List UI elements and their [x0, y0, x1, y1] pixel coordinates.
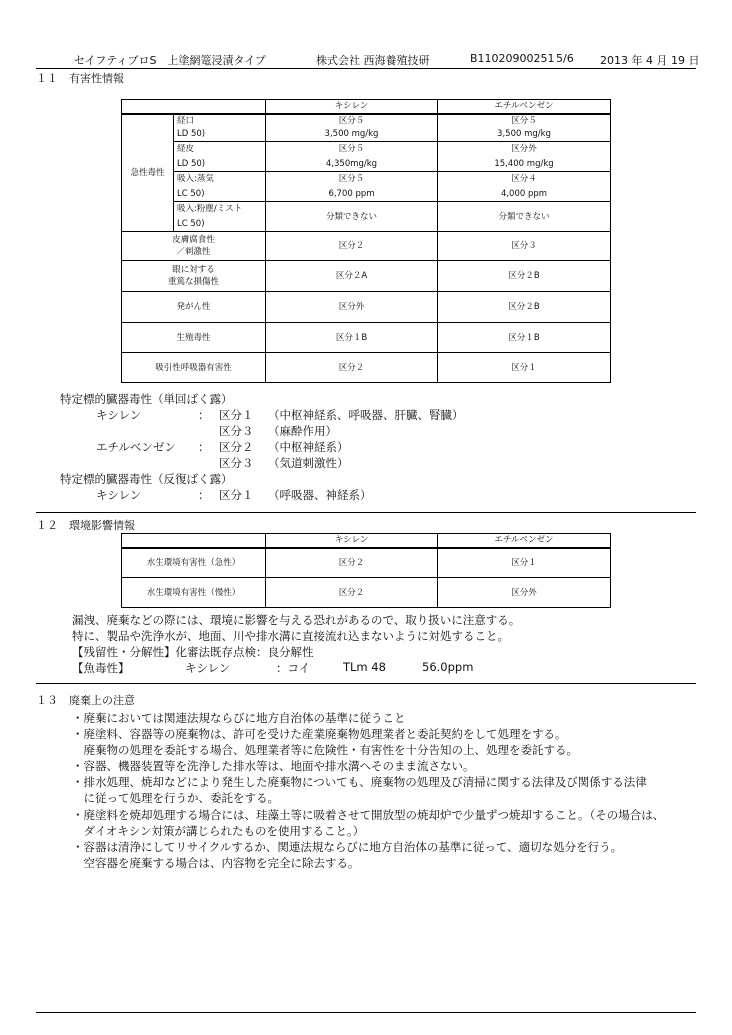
fish-toxicity-label: 【魚毒性】	[72, 661, 130, 675]
section-13-title: １３ 廃棄上の注意	[36, 694, 135, 707]
fish-toxicity-substance: キシレン	[185, 661, 231, 675]
col-header-ethylbenzene: エチルベンゼン	[438, 534, 611, 548]
stot-detail: （中枢神経系）	[268, 440, 349, 454]
acute-unit: LD 50)	[174, 157, 266, 172]
disposal-line: ・容器、機器装置等を洗浄した排水等は、地面や排水溝へそのまま流さない。	[72, 759, 475, 773]
disposal-line: ・容器は清浄にしてリサイクルするか、関連法規ならびに地方自治体の基準に従って、適切な処分を行う。	[72, 840, 623, 854]
eco-hazard-label: 水生環境有害性（急性）	[122, 548, 266, 578]
acute-unit: LC 50)	[174, 187, 266, 202]
xylene-value: 4,350mg/kg	[266, 157, 438, 172]
hazard-label-line2: ／刺激性	[176, 247, 211, 257]
disposal-line: ・廃塗料を焼却処理する場合には、珪藻土等に吸着させて開放型の焼却炉で少量ずつ焼却すること。（その場合は、	[72, 808, 665, 822]
hazard-label	[122, 232, 266, 261]
ethylbenzene-class: 区分外	[438, 578, 611, 608]
ethylbenzene-value: 15,400 mg/kg	[438, 157, 611, 172]
xylene-class: 区分５	[266, 142, 438, 157]
ethylbenzene-class: 区分２B	[438, 261, 611, 292]
acute-route: 吸入:粉塵/ミスト	[174, 202, 266, 217]
hazard-label: 発がん性	[122, 292, 266, 323]
hazard-label: 生殖毒性	[122, 323, 266, 353]
xylene-class: 区分２	[266, 232, 438, 261]
header-company: 株式会社 西海養殖技研	[316, 54, 430, 67]
ethylbenzene-class: 分類できない	[438, 202, 611, 232]
toxicity-table	[121, 99, 611, 383]
header-date: 2013 年 4 月 19 日	[600, 54, 700, 67]
acute-unit: LC 50)	[174, 217, 266, 232]
acute-route: 吸入:蒸気	[174, 172, 266, 187]
stot-class: 区分２	[219, 440, 254, 454]
disposal-line: に従って処理を行うか、委託をする。	[72, 791, 279, 805]
hazard-label-line1: 皮膚腐食性	[172, 235, 215, 245]
note-line: 漏洩、廃棄などの際には、環境に影響を与える恐れがあるので、取り扱いに注意する。	[72, 613, 521, 627]
disposal-line: ダイオキシン対策が講じられたものを使用すること。）	[72, 824, 365, 838]
footer-rule	[36, 1012, 696, 1013]
stot-substance: キシレン	[96, 408, 142, 422]
acute-toxicity-label: 急性毒性	[122, 114, 174, 232]
section-rule	[36, 683, 696, 684]
ethylbenzene-class: 区分５	[438, 114, 611, 128]
table-corner	[122, 534, 266, 548]
stot-colon: ：	[198, 440, 210, 454]
note-line: 【残留性・分解性】化審法既存点検：良分解性	[72, 645, 314, 659]
header-rule	[36, 68, 696, 69]
ethylbenzene-class: 区分１	[438, 353, 611, 383]
note-line: 特に、製品や洗浄水が、地面、川や排水溝に直接流れ込まないように対処すること。	[72, 629, 509, 643]
xylene-class: 区分２	[266, 578, 438, 608]
xylene-class: 分類できない	[266, 202, 438, 232]
stot-substance: キシレン	[96, 488, 142, 502]
xylene-value: 3,500 mg/kg	[266, 128, 438, 142]
header-product: セイフティブロS 上塗網篭浸漬タイプ	[74, 54, 266, 67]
col-header-ethylbenzene: エチルベンゼン	[438, 100, 611, 114]
eco-hazard-label: 水生環境有害性（慢性）	[122, 578, 266, 608]
disposal-line: 廃棄物の処理を委託する場合、処理業者等に危険性・有害性を十分告知の上、処理を委託する。	[72, 743, 578, 757]
hazard-label-line1: 眼に対する	[172, 265, 215, 275]
stot-substance: エチルベンゼン	[96, 440, 176, 454]
stot-single-title: 特定標的臓器毒性（単回ばく露）	[60, 392, 233, 406]
section-12-title: １２ 環境影響情報	[36, 519, 135, 532]
acute-unit: LD 50)	[174, 128, 266, 142]
fish-toxicity-value: 56.0ppm	[422, 660, 474, 674]
xylene-value: 6,700 ppm	[266, 187, 438, 202]
stot-class: 区分１	[219, 408, 254, 422]
xylene-class: 区分５	[266, 172, 438, 187]
disposal-line: ・廃塗料、容器等の廃棄物は、許可を受けた産業廃棄物処理業者と委託契約をして処理をする。	[72, 727, 567, 741]
header-page: 5/6	[556, 52, 574, 65]
stot-class: 区分３	[219, 424, 254, 438]
xylene-class: 区分２A	[266, 261, 438, 292]
stot-detail: （呼吸器、神経系）	[268, 488, 372, 502]
disposal-line: ・排水処理、焼却などにより発生した廃棄物についても、廃棄物の処理及び清掃に関する法律及び関係する法律	[72, 775, 647, 789]
ethylbenzene-class: 区分２B	[438, 292, 611, 323]
table-corner	[122, 100, 266, 114]
header-doc-id: B11020900251	[470, 52, 555, 65]
ethylbenzene-class: 区分４	[438, 172, 611, 187]
xylene-class: 区分１B	[266, 323, 438, 353]
ethylbenzene-value: 4,000 ppm	[438, 187, 611, 202]
acute-route: 経皮	[174, 142, 266, 157]
stot-detail: （中枢神経系、呼吸器、肝臓、腎臓）	[268, 408, 464, 422]
stot-class: 区分３	[219, 456, 254, 470]
stot-class: 区分１	[219, 488, 254, 502]
ethylbenzene-class: 区分１	[438, 548, 611, 578]
ecotoxicity-table	[121, 533, 611, 608]
disposal-line: 空容器を廃棄する場合は、内容物を完全に除去する。	[72, 856, 360, 870]
ethylbenzene-class: 区分３	[438, 232, 611, 261]
disposal-line: ・廃棄においては関連法規ならびに地方自治体の基準に従うこと	[72, 711, 406, 725]
ethylbenzene-value: 3,500 mg/kg	[438, 128, 611, 142]
section-rule	[36, 512, 696, 513]
stot-detail: （麻酔作用）	[268, 424, 337, 438]
stot-repeated-title: 特定標的臓器毒性（反復ばく露）	[60, 472, 233, 486]
stot-colon: ：	[198, 408, 210, 422]
section-11-title: １１ 有害性情報	[36, 72, 124, 85]
fish-toxicity-test: TLm 48	[343, 660, 386, 674]
stot-colon: ：	[198, 488, 210, 502]
xylene-class: 区分２	[266, 353, 438, 383]
hazard-label	[122, 261, 266, 292]
ethylbenzene-class: 区分外	[438, 142, 611, 157]
fish-toxicity-species: ：コイ	[276, 661, 311, 675]
hazard-label-line2: 重篤な損傷性	[167, 277, 219, 287]
stot-detail: （気道刺激性）	[268, 456, 349, 470]
col-header-xylene: キシレン	[266, 534, 438, 548]
xylene-class: 区分５	[266, 114, 438, 128]
acute-route: 経口	[174, 114, 266, 128]
xylene-class: 区分２	[266, 548, 438, 578]
xylene-class: 区分外	[266, 292, 438, 323]
col-header-xylene: キシレン	[266, 100, 438, 114]
ethylbenzene-class: 区分１B	[438, 323, 611, 353]
hazard-label: 吸引性呼吸器有害性	[122, 353, 266, 383]
